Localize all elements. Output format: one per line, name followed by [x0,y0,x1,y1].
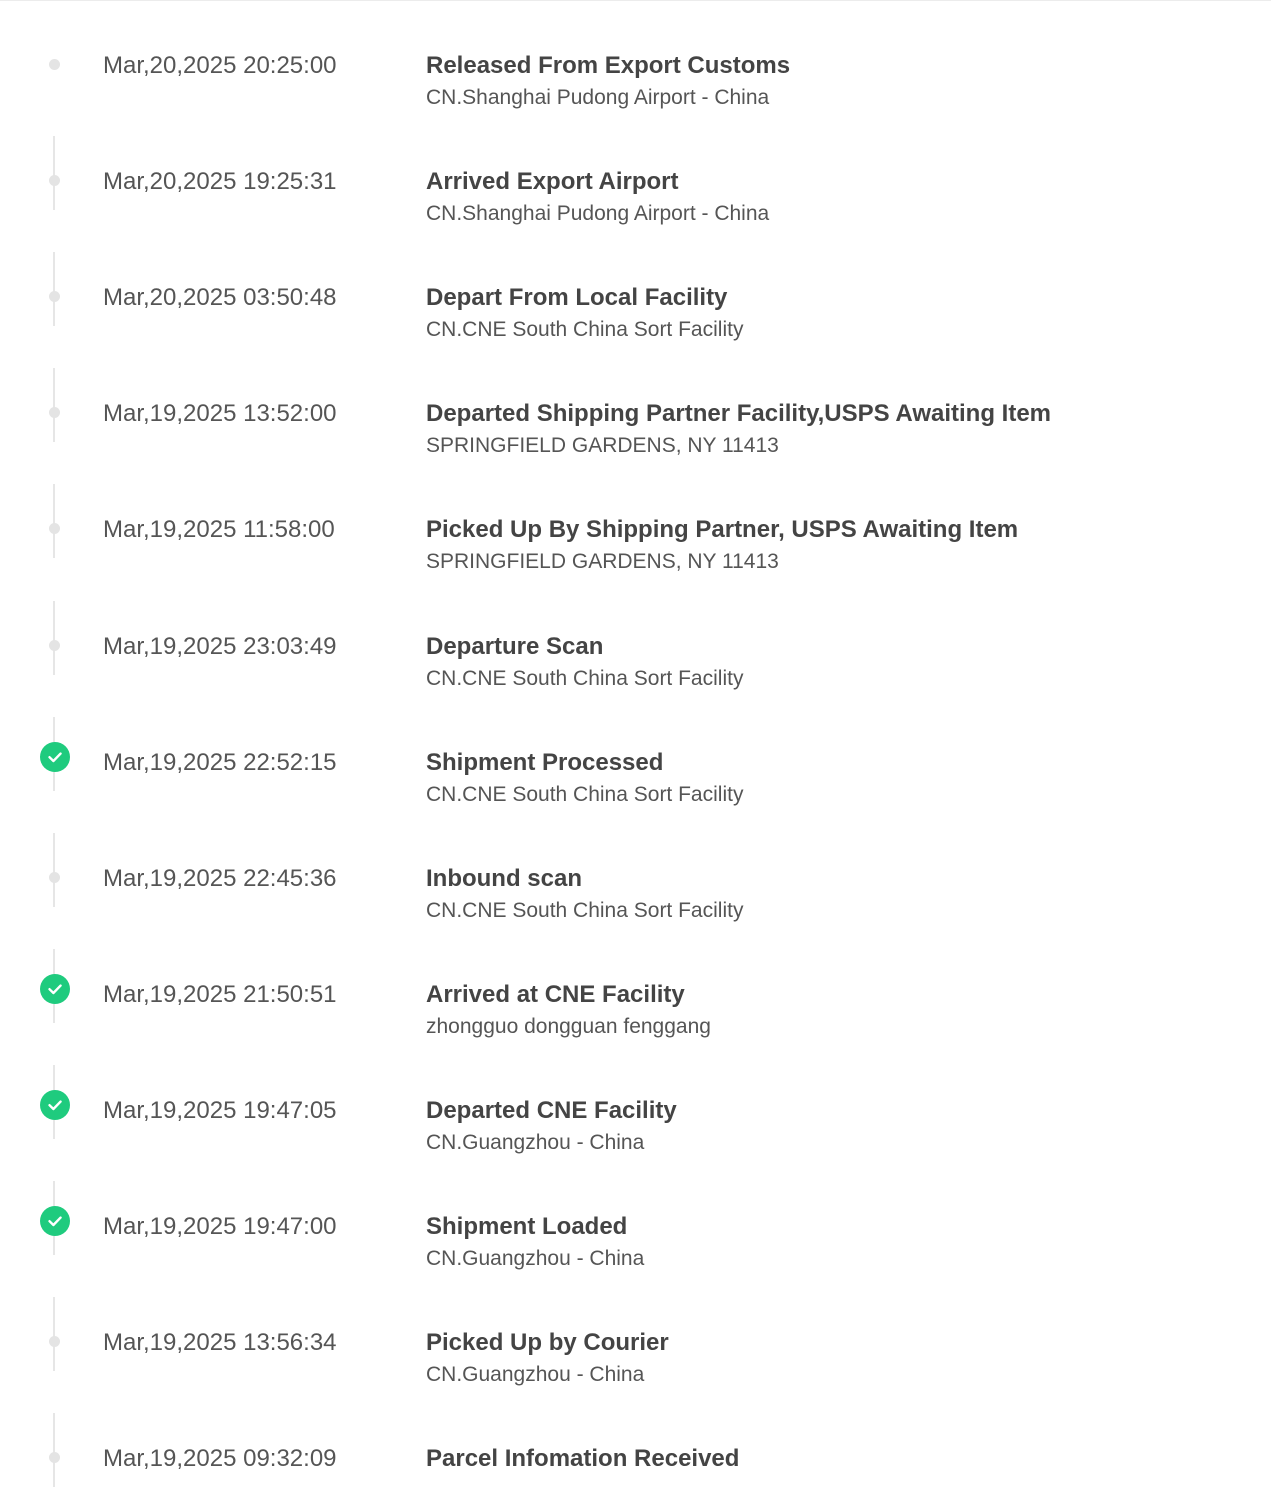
event-location: SPRINGFIELD GARDENS, NY 11413 [426,550,779,574]
event-timestamp: Mar,19,2025 23:03:49 [103,632,337,660]
timeline-dot-icon [49,523,60,534]
timeline-event [0,0,1271,116]
timeline-event [0,581,1271,697]
timeline-dot-icon [49,640,60,651]
event-location: CN.Shanghai Pudong Airport - China [426,86,770,109]
event-status: Departure Scan [426,632,604,660]
event-status: Released From Export Customs [426,52,791,79]
check-circle-icon [40,974,70,1004]
timeline-event [0,813,1271,929]
event-location: CN.Shanghai Pudong Airport - China [426,202,770,226]
event-timestamp: Mar,19,2025 21:50:51 [103,980,337,1008]
timeline-event [0,1277,1271,1393]
timeline-connector [53,252,55,326]
event-status: Parcel Infomation Received [426,1445,740,1473]
timeline-event [0,1393,1271,1509]
event-timestamp: Mar,20,2025 20:25:00 [103,52,337,79]
event-location: SPRINGFIELD GARDENS, NY 11413 [426,434,779,458]
timeline-dot-icon [49,175,60,186]
check-circle-icon [40,742,70,772]
timeline-event [0,116,1271,232]
event-timestamp: Mar,19,2025 19:47:05 [103,1096,337,1124]
event-timestamp: Mar,20,2025 03:50:48 [103,284,337,312]
event-location: CN.Guangzhou - China [426,1247,645,1270]
timeline-dot-icon [49,1336,60,1347]
event-location: CN.CNE South China Sort Facility [426,666,744,690]
timeline-connector [53,601,55,675]
event-timestamp: Mar,19,2025 22:52:15 [103,748,337,776]
timeline-connector [53,136,55,210]
event-status: Departed CNE Facility [426,1096,677,1124]
event-timestamp: Mar,20,2025 19:25:31 [103,168,337,196]
event-status: Picked Up By Shipping Partner, USPS Awaiting Item [426,516,1019,544]
event-status: Shipment Processed [426,748,664,776]
timeline-event [0,929,1271,1045]
timeline-dot-icon [49,291,60,302]
timeline-dot-icon [49,407,60,418]
timeline-dot-icon [49,1452,60,1463]
event-status: Depart From Local Facility [426,284,728,312]
timeline-connector [53,484,55,558]
timeline-event [0,464,1271,580]
event-status: Arrived at CNE Facility [426,980,685,1008]
timeline-event [0,697,1271,813]
event-location: CN.CNE South China Sort Facility [426,782,744,806]
timeline-connector [53,368,55,442]
timeline-connector [53,1297,55,1371]
timeline-event [0,1045,1271,1161]
event-status: Picked Up by Courier [426,1329,669,1357]
event-timestamp: Mar,19,2025 19:47:00 [103,1213,337,1240]
event-location: zhongguo dongguan fenggang [426,1014,711,1038]
timeline-dot-icon [49,872,60,883]
timeline-connector [53,833,55,907]
event-status: Arrived Export Airport [426,168,679,196]
timeline-event [0,1161,1271,1277]
event-location: CN.Guangzhou - China [426,1130,645,1154]
event-status: Departed Shipping Partner Facility,USPS Awaiting Item [426,400,1052,428]
event-location: CN.CNE South China Sort Facility [426,318,744,342]
event-timestamp: Mar,19,2025 22:45:36 [103,864,337,892]
event-timestamp: Mar,19,2025 09:32:09 [103,1445,337,1473]
check-circle-icon [40,1090,70,1120]
event-status: Shipment Loaded [426,1213,628,1240]
timeline-event [0,232,1271,348]
event-timestamp: Mar,19,2025 11:58:00 [103,516,335,544]
timeline-connector [53,1413,55,1487]
event-location: CN.CNE South China Sort Facility [426,898,744,922]
event-location: CN.Guangzhou - China [426,1363,645,1387]
event-timestamp: Mar,19,2025 13:56:34 [103,1329,337,1357]
check-circle-icon [40,1206,70,1236]
timeline-dot-icon [49,59,60,70]
timeline-event [0,348,1271,464]
event-status: Inbound scan [426,864,582,892]
event-timestamp: Mar,19,2025 13:52:00 [103,400,337,428]
